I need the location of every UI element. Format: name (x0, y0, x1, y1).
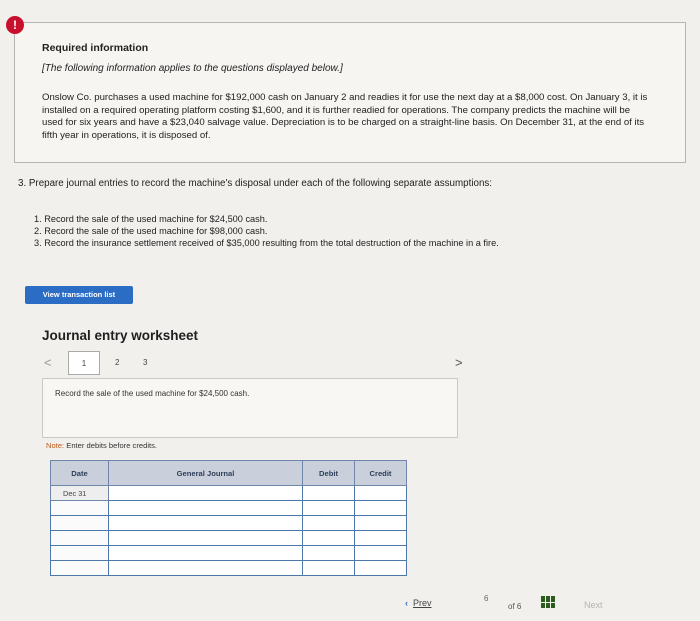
column-header-credit: Credit (355, 461, 407, 486)
table-row (51, 531, 407, 546)
alert-icon: ! (6, 16, 24, 34)
current-page-number: 6 (484, 594, 489, 603)
required-info-subtitle: [The following information applies to the questions displayed below.] (42, 63, 343, 74)
credit-cell[interactable] (355, 516, 407, 531)
date-cell[interactable] (51, 501, 109, 516)
date-cell[interactable] (51, 531, 109, 546)
tab-entry-2[interactable]: 2 (115, 358, 120, 367)
note-label: Note: (46, 441, 65, 450)
note-text: Enter debits before credits. (64, 441, 158, 450)
assumption-item: 1. Record the sale of the used machine for $24,500 cash. (34, 214, 268, 224)
note (46, 441, 157, 450)
grid-icon[interactable] (541, 596, 555, 608)
prev-button[interactable] (405, 598, 432, 608)
assumption-item: 3. Record the insurance settlement received of $35,000 resulting from the total destruction of the machine in a fire. (34, 238, 499, 248)
debit-cell[interactable] (303, 561, 355, 576)
next-button[interactable]: Next (584, 600, 603, 610)
credit-cell[interactable] (355, 546, 407, 561)
journal-header-row (51, 461, 407, 486)
debit-cell[interactable] (303, 501, 355, 516)
column-header-general-journal: General Journal (109, 461, 303, 486)
debit-cell[interactable] (303, 531, 355, 546)
debit-cell[interactable] (303, 516, 355, 531)
account-cell[interactable] (109, 561, 303, 576)
prev-entry-arrow[interactable]: < (44, 355, 52, 370)
column-header-date: Date (51, 461, 109, 486)
date-cell[interactable] (51, 546, 109, 561)
account-cell[interactable] (109, 486, 303, 501)
credit-cell[interactable] (355, 561, 407, 576)
debit-cell[interactable] (303, 486, 355, 501)
question-text: 3. Prepare journal entries to record the machine's disposal under each of the following separate assumptions: (18, 178, 493, 189)
table-row (51, 486, 407, 501)
instruction-text: Record the sale of the used machine for $24,500 cash. (55, 389, 250, 398)
table-row (51, 561, 407, 576)
date-cell[interactable]: Dec 31 (51, 486, 109, 501)
required-info-paragraph: Onslow Co. purchases a used machine for $192,000 cash on January 2 and readies it for use the next day at a $8,000 cost. On January 3, it is installed on a required operating platform costing $1,600, and it is further readied for operations. The company predicts the machine will be used for six years and have a $23,040 salvage value. Depreciation is to be charged on a straight-line basis. On December 31, at the end of its fifth year in operations, it is disposed of. (42, 92, 648, 141)
account-cell[interactable] (109, 546, 303, 561)
chevron-left-icon: ‹ (405, 598, 408, 608)
date-cell[interactable] (51, 516, 109, 531)
prev-label: Prev (413, 598, 432, 608)
table-row (51, 516, 407, 531)
table-row (51, 501, 407, 516)
journal-table (50, 460, 407, 576)
credit-cell[interactable] (355, 531, 407, 546)
account-cell[interactable] (109, 516, 303, 531)
account-cell[interactable] (109, 531, 303, 546)
instruction-box (42, 378, 458, 438)
column-header-debit: Debit (303, 461, 355, 486)
tab-entry-1[interactable]: 1 (68, 351, 100, 375)
table-row (51, 546, 407, 561)
worksheet-title: Journal entry worksheet (42, 328, 199, 343)
account-cell[interactable] (109, 501, 303, 516)
view-transaction-list-button[interactable]: View transaction list (25, 286, 133, 304)
next-entry-arrow[interactable]: > (455, 355, 463, 370)
required-info-title: Required information (42, 42, 149, 54)
assumption-item: 2. Record the sale of the used machine for $98,000 cash. (34, 226, 268, 236)
date-cell[interactable] (51, 561, 109, 576)
assumption-list (34, 213, 499, 249)
debit-cell[interactable] (303, 546, 355, 561)
credit-cell[interactable] (355, 501, 407, 516)
tab-entry-3[interactable]: 3 (143, 358, 148, 367)
credit-cell[interactable] (355, 486, 407, 501)
page-count: of 6 (508, 602, 522, 611)
